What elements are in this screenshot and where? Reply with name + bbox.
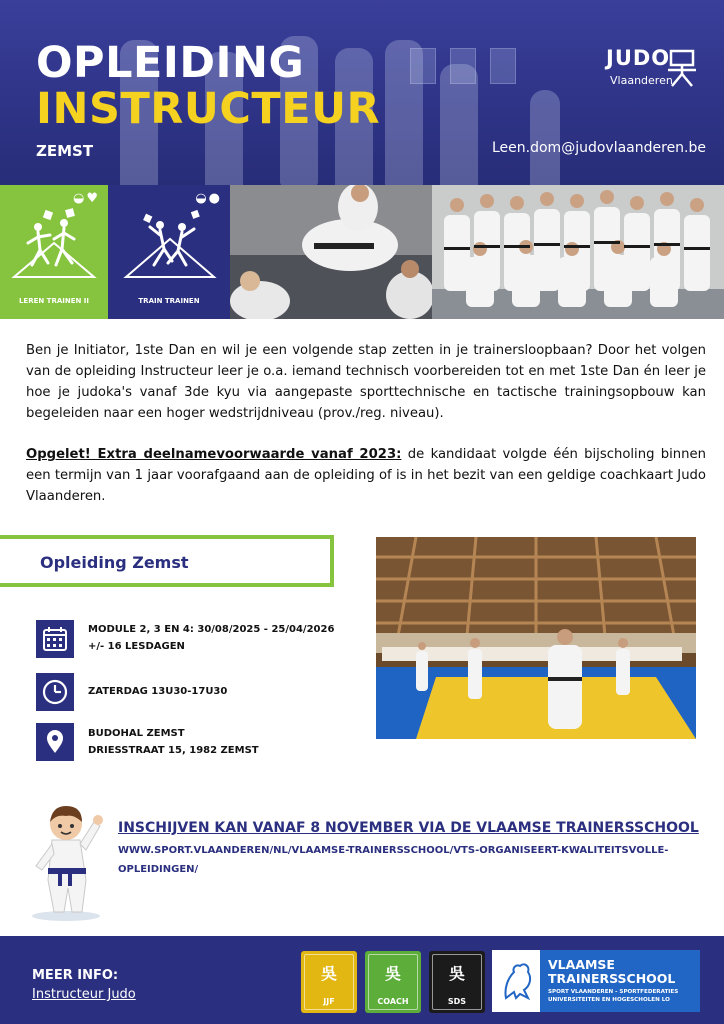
tile-label: TRAIN TRAINEN [138, 297, 200, 305]
judo-vlaanderen-logo [606, 46, 696, 94]
badge-label: COACH [377, 997, 409, 1006]
footer [0, 936, 724, 1024]
judo-figure-icon [668, 48, 696, 88]
sports-hall-photo [376, 537, 696, 739]
jjf-badge [301, 951, 357, 1013]
sports-hall-illustration [376, 537, 696, 739]
background-judoka [530, 90, 560, 185]
training-figures-icon [6, 205, 102, 285]
group-photo [432, 185, 724, 319]
judo-figure-icon: 吳 [448, 964, 465, 983]
warning-paragraph [26, 444, 706, 507]
dates-line: MODULE 2, 3 EN 4: 30/08/2025 - 25/04/2026 [88, 624, 335, 635]
tile-label: LEREN TRAINEN II [18, 297, 90, 305]
coach-badge [365, 951, 421, 1013]
leren-trainen-tile [0, 185, 108, 319]
more-info-link[interactable]: Instructeur Judo [32, 987, 136, 1002]
judoka-mascot-illustration [28, 800, 108, 922]
badge-label: JJF [323, 997, 335, 1006]
clock-icon [36, 673, 74, 711]
flemish-lion-icon [500, 960, 534, 1002]
training-photo-illustration [230, 185, 432, 319]
location-label: ZEMST [36, 142, 94, 160]
photo-strip [0, 185, 724, 319]
warning-label: Opgelet! Extra deelnamevoorwaarde vanaf 2023: [26, 447, 402, 462]
background-window [490, 48, 516, 84]
registration-url[interactable]: WWW.SPORT.VLAANDEREN/NL/VLAAMSE-TRAINERSSCHOOL/VTS-ORGANISEERT-KWALITEITSVOLLE-OPLEIDINGEN/ [118, 845, 669, 875]
vts-title: VLAAMSE TRAINERSSCHOOL [548, 957, 676, 986]
sds-badge [429, 951, 485, 1013]
judo-figure-icon: 吳 [384, 964, 401, 983]
course-title: Opleiding Zemst [40, 553, 189, 572]
logo-region: Vlaanderen [610, 74, 673, 87]
time-text: ZATERDAG 13U30-17U30 [88, 686, 228, 697]
background-judoka [385, 40, 423, 185]
lesson-count: +/- 16 LESDAGEN [88, 641, 185, 652]
intro-text [26, 340, 706, 507]
course-title-box [0, 535, 334, 587]
contact-email[interactable]: Leen.dom@judovlaanderen.be [492, 140, 706, 156]
judo-figure-icon: 吳 [320, 964, 337, 983]
calendar-icon [36, 620, 74, 658]
sport-icons: ◒♥ [73, 191, 100, 206]
location-pin-icon [36, 723, 74, 761]
registration-link[interactable]: INSCHIJVEN KAN VANAF 8 NOVEMBER VIA DE VLAAMSE TRAINERSSCHOOL [118, 820, 699, 836]
title-line-1: OPLEIDING [36, 38, 305, 88]
vts-subtitle: SPORT VLAANDEREN - SPORTFEDERATIES UNIVERSITEITEN EN HOGESCHOLEN LO [548, 989, 679, 1003]
judoka-mascot [28, 800, 108, 922]
header-banner [0, 0, 724, 185]
training-figures-icon [120, 205, 220, 285]
logo-text: JUDO [606, 46, 671, 70]
vlaamse-trainersschool-logo [492, 950, 700, 1012]
intro-paragraph: Ben je Initiator, 1ste Dan en wil je een volgende stap zetten in je trainersloopbaan? Door het volgen van de opleiding Instructeur leer je o.a. iemand technisch voorbereiden tot en met 1ste Dan én leer je hoe je judoka's vanaf 3de kyu via aangepaste sporttechnische en tactische trainingsopbouw kan begeleiden naar een hoger wedstrijdniveau (prov./reg. niveau). [26, 343, 706, 421]
background-judoka [440, 64, 478, 185]
warning-text: de kandidaat volgde één bijscholing binnen een termijn van 1 jaar voorafgaand aan de opleiding of is in het bezit van een geldige coachkaart Judo Vlaanderen. [26, 447, 706, 504]
venue-address: DRIESSTRAAT 15, 1982 ZEMST [88, 745, 259, 756]
train-trainen-tile [108, 185, 230, 319]
sport-icons: ◒● [195, 191, 222, 206]
title-line-2: INSTRUCTEUR [36, 84, 381, 134]
badge-label: SDS [447, 997, 467, 1006]
venue-name: BUDOHAL ZEMST [88, 728, 185, 739]
group-photo-illustration [432, 185, 724, 319]
training-photo [230, 185, 432, 319]
more-info-label: MEER INFO: [32, 968, 119, 983]
